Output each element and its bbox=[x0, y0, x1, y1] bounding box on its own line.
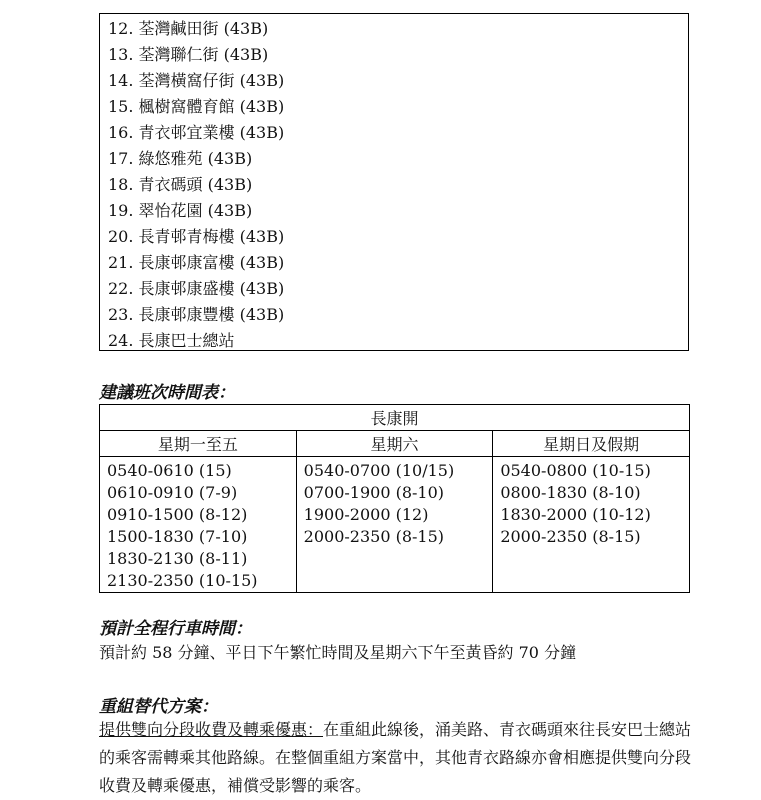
time-slot: 2000-2350 (8-15) bbox=[303, 527, 445, 546]
time-slot: 1830-2130 (8-11) bbox=[107, 549, 248, 568]
stop-item: 23. 長康邨康豐樓 (43B) bbox=[108, 305, 285, 324]
timetable-table bbox=[99, 404, 690, 593]
stop-item: 24. 長康巴士總站 bbox=[108, 331, 235, 350]
stop-item: 15. 楓樹窩體育館 (43B) bbox=[108, 97, 285, 116]
stop-item: 17. 綠悠雅苑 (43B) bbox=[108, 149, 253, 168]
stop-item: 13. 荃灣聯仁街 (43B) bbox=[108, 45, 269, 64]
column-header-weekday: 星期一至五 bbox=[100, 431, 297, 457]
weekday-times bbox=[100, 457, 297, 593]
time-slot: 2130-2350 (10-15) bbox=[107, 571, 258, 590]
time-slot: 0800-1830 (8-10) bbox=[500, 483, 641, 502]
stop-item: 14. 荃灣橫窩仔街 (43B) bbox=[108, 71, 285, 90]
time-slot: 0540-0800 (10-15) bbox=[500, 461, 651, 480]
timetable-heading: 建議班次時間表： bbox=[99, 383, 235, 403]
stop-item: 21. 長康邨康富樓 (43B) bbox=[108, 253, 285, 272]
alternative-heading: 重組替代方案： bbox=[99, 697, 218, 717]
time-slot: 1830-2000 (10-12) bbox=[500, 505, 651, 524]
stop-item: 19. 翠怡花園 (43B) bbox=[108, 201, 253, 220]
saturday-times bbox=[296, 457, 493, 593]
stop-item: 16. 青衣邨宜業樓 (43B) bbox=[108, 123, 285, 142]
time-slot: 0610-0910 (7-9) bbox=[107, 483, 238, 502]
stop-item: 20. 長青邨青梅樓 (43B) bbox=[108, 227, 285, 246]
alternative-underlined-lead: 提供雙向分段收費及轉乘優惠： bbox=[99, 720, 324, 739]
alternative-paragraph bbox=[99, 716, 699, 800]
sunday-holiday-times bbox=[493, 457, 690, 593]
stop-item: 18. 青衣碼頭 (43B) bbox=[108, 175, 253, 194]
journey-heading: 預計全程行車時間： bbox=[99, 619, 252, 639]
timetable-direction: 長康開 bbox=[100, 405, 690, 431]
column-header-sunday-holiday: 星期日及假期 bbox=[493, 431, 690, 457]
time-slot: 0540-0700 (10/15) bbox=[303, 461, 455, 480]
journey-text: 預計約 58 分鐘、平日下午繁忙時間及星期六下午至黃昏約 70 分鐘 bbox=[99, 643, 577, 662]
stops-list bbox=[99, 13, 689, 351]
column-header-saturday: 星期六 bbox=[296, 431, 493, 457]
time-slot: 1900-2000 (12) bbox=[303, 505, 429, 524]
alternative-text: 在重組此線後，涌美路、青衣碼頭來往長安巴士總站的乘客需轉乘其他路線。在整個重組方案當中，其他青衣路線亦會相應提供雙向分段收費及轉乘優惠，補償受影響的乘客。 bbox=[99, 720, 692, 795]
time-slot: 0700-1900 (8-10) bbox=[303, 483, 445, 502]
stop-item: 12. 荃灣鹹田街 (43B) bbox=[108, 19, 269, 38]
time-slot: 0910-1500 (8-12) bbox=[107, 505, 248, 524]
stop-item: 22. 長康邨康盛樓 (43B) bbox=[108, 279, 285, 298]
time-slot: 0540-0610 (15) bbox=[107, 461, 232, 480]
time-slot: 2000-2350 (8-15) bbox=[500, 527, 641, 546]
time-slot: 1500-1830 (7-10) bbox=[107, 527, 248, 546]
